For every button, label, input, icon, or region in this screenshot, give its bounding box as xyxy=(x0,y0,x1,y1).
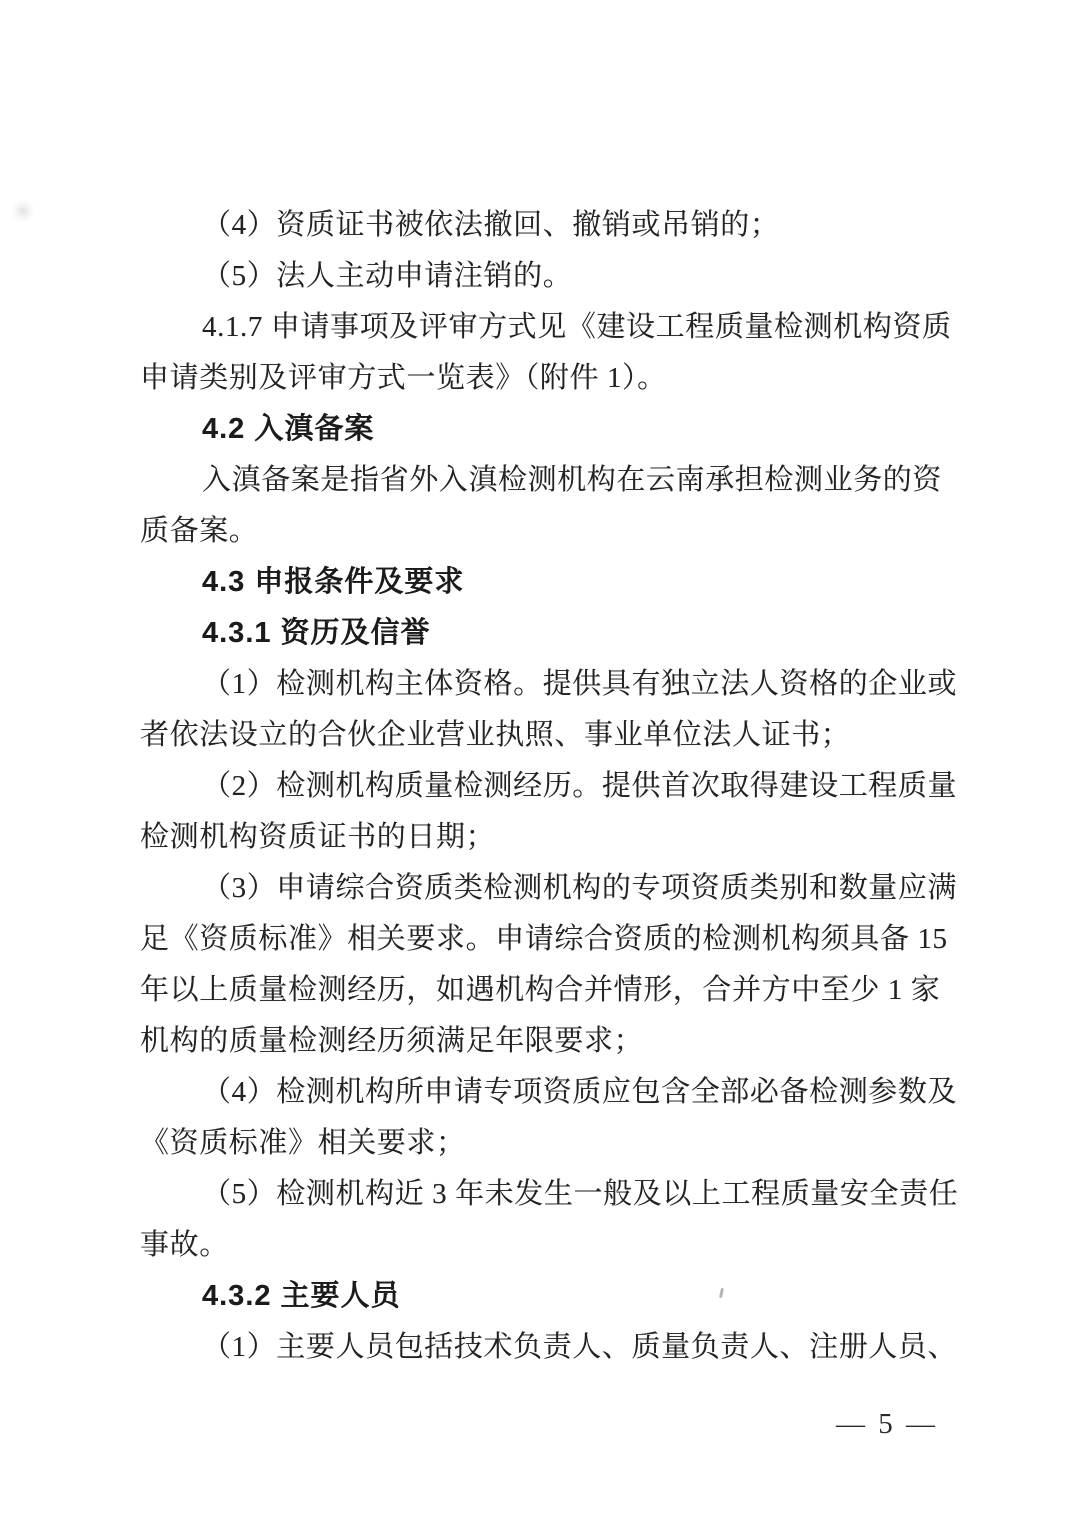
text-line: 《资质标准》相关要求； xyxy=(140,1127,466,1159)
text-line: 申请类别及评审方式一览表》（附件 1）。 xyxy=(140,362,667,394)
text-line: （3）申请综合资质类检测机构的专项资质类别和数量应满 xyxy=(202,872,958,904)
text-line: （1）检测机构主体资格。提供具有独立法人资格的企业或 xyxy=(202,668,958,700)
text-line: 检测机构资质证书的日期； xyxy=(140,821,496,853)
text-line: 质备案。 xyxy=(140,515,259,547)
text-line: （2）检测机构质量检测经历。提供首次取得建设工程质量 xyxy=(202,770,958,802)
section-heading: 4.3.2 主要人员 xyxy=(202,1280,401,1312)
text-line: 年以上质量检测经历，如遇机构合并情形，合并方中至少 1 家 xyxy=(140,974,941,1006)
text-line: 4.1.7 申请事项及评审方式见《建设工程质量检测机构资质 xyxy=(202,311,952,343)
text-line: 者依法设立的合伙企业营业执照、事业单位法人证书； xyxy=(140,719,851,751)
text-line: （1）主要人员包括技术负责人、质量负责人、注册人员、 xyxy=(202,1331,958,1363)
text-line: 事故。 xyxy=(140,1229,229,1261)
text-line: 入滇备案是指省外入滇检测机构在云南承担检测业务的资 xyxy=(202,464,943,496)
section-heading: 4.3 申报条件及要求 xyxy=(202,566,465,598)
section-heading: 4.3.1 资历及信誉 xyxy=(202,617,431,649)
text-line: （5）法人主动申请注销的。 xyxy=(202,260,573,292)
page-number: — 5 — xyxy=(836,1408,938,1440)
section-heading: 4.2 入滇备案 xyxy=(202,413,375,445)
text-line: （5）检测机构近 3 年未发生一般及以上工程质量安全责任 xyxy=(202,1178,959,1210)
text-line: （4）检测机构所申请专项资质应包含全部必备检测参数及 xyxy=(202,1076,958,1108)
text-line: 机构的质量检测经历须满足年限要求； xyxy=(140,1025,644,1057)
text-line: 足《资质标准》相关要求。申请综合资质的检测机构须具备 15 xyxy=(140,923,948,955)
scan-smudge xyxy=(10,200,36,222)
document-body xyxy=(140,200,959,1373)
text-line: （4）资质证书被依法撤回、撤销或吊销的； xyxy=(202,209,780,241)
